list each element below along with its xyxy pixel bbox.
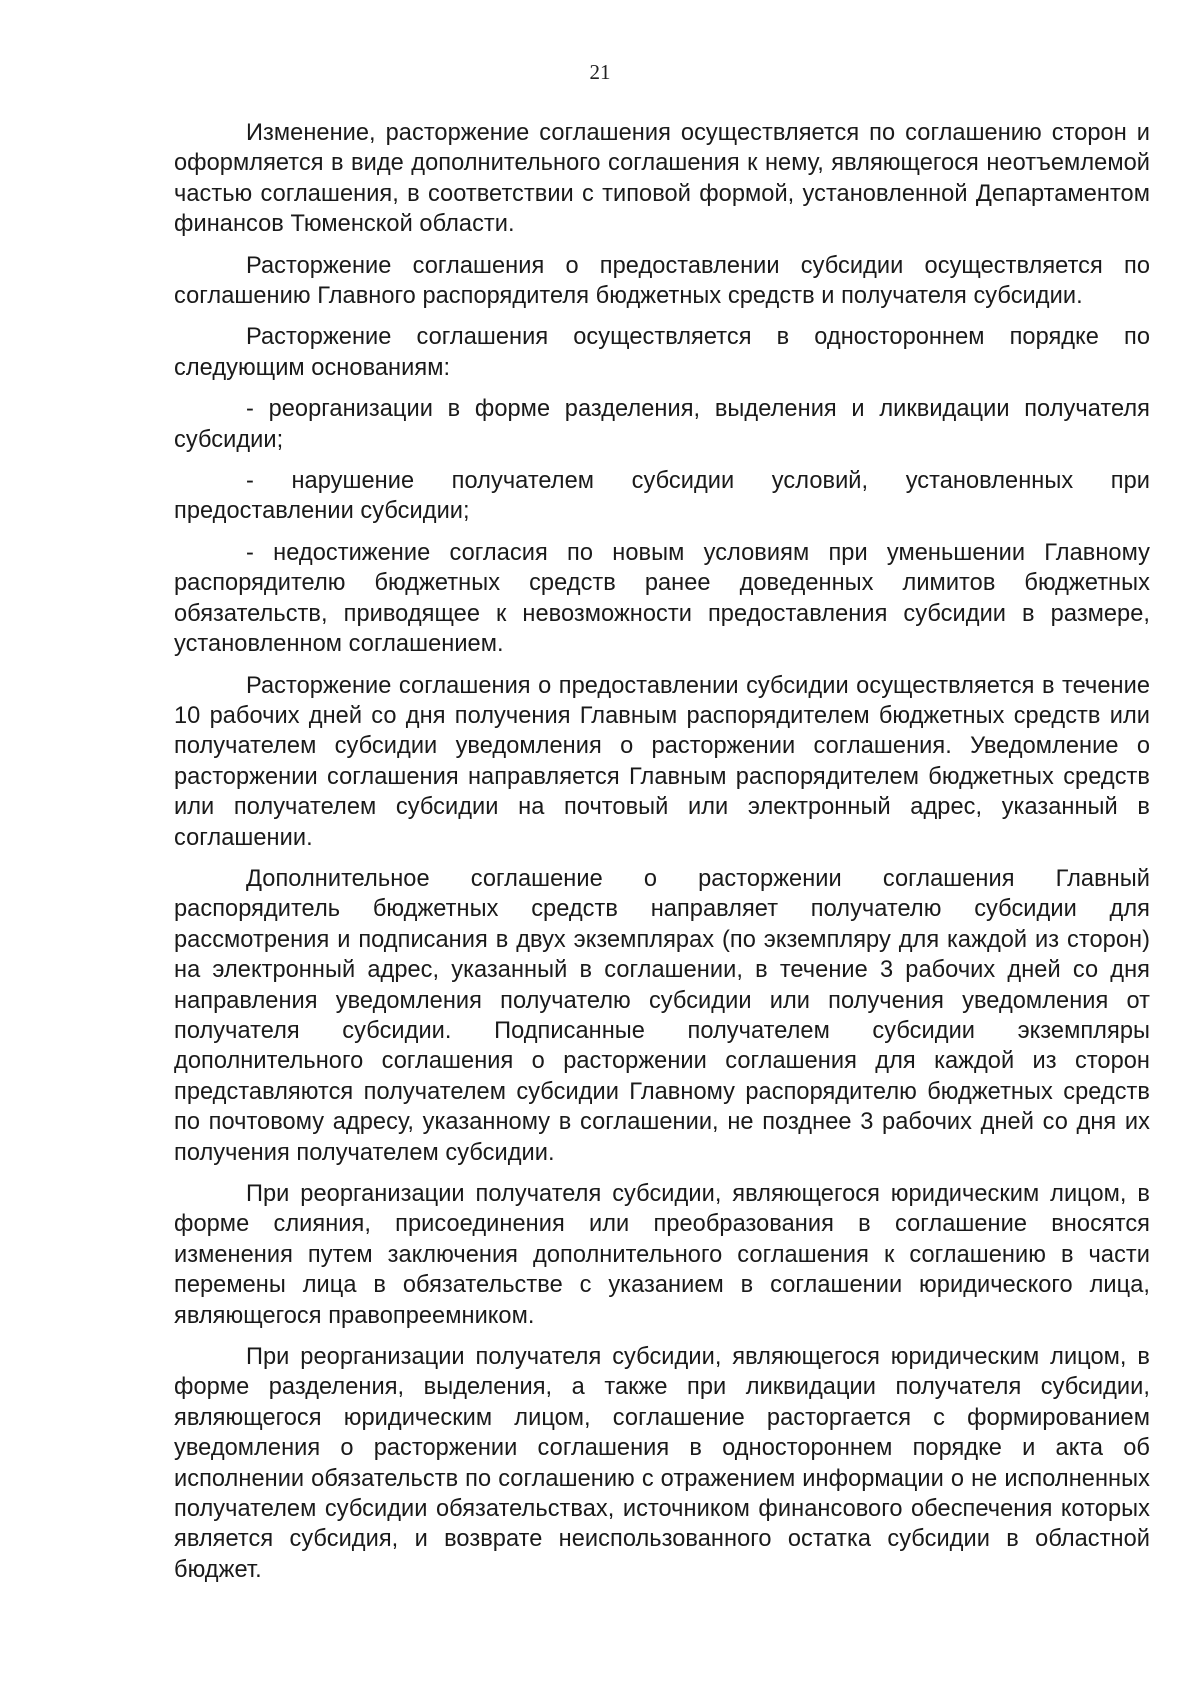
- paragraph-additional-agreement: Дополнительное соглашение о расторжении соглашения Главный распорядитель бюджетных средств направляет получателю субсидии для рассмотрения и подписания в двух экземплярах (по экземпляру для каждой из сторон) на электронный адрес, указанный в соглашении, в течение 3 рабочих дней со дня направления уведомления получателю субсидии или получения уведомления от получателя субсидии. Подписанные получателем субсидии экземпляры дополнительного соглашения о расторжении соглашения для каждой из сторон представляются получателем субсидии Главному распорядителю бюджетных средств по почтовому адресу, указанному в соглашении, не позднее 3 рабочих дней со дня их получения получателем субсидии.: [174, 865, 1150, 1166]
- list-item-violation: - нарушение получателем субсидии условий, установленных при предоставлении субсидии;: [174, 468, 1150, 525]
- list-item-reorganization: - реорганизации в форме разделения, выделения и ликвидации получателя субсидии;: [174, 396, 1150, 453]
- paragraph-termination-period: Расторжение соглашения о предоставлении субсидии осуществляется в течение 10 рабочих дней со дня получения Главным распорядителем бюджетных средств или получателем субсидии уведомления о расторжении соглашения. Уведомление о расторжении соглашения направляется Главным распорядителем бюджетных средств или получателем субсидии на почтовый или электронный адрес, указанный в соглашении.: [174, 672, 1150, 851]
- list-item-no-agreement: - недостижение согласия по новым условиям при уменьшении Главному распорядителю бюджетных средств ранее доведенных лимитов бюджетных обязательств, приводящее к невозможности предоставления субсидии в размере, установленном соглашением.: [174, 539, 1150, 658]
- paragraph-termination-by-agreement: Расторжение соглашения о предоставлении субсидии осуществляется по соглашению Главного распорядителя бюджетных средств и получателя субсидии.: [174, 252, 1150, 310]
- paragraph-unilateral-termination: Расторжение соглашения осуществляется в одностороннем порядке по следующим основаниям:: [174, 324, 1150, 381]
- paragraph-reorganization-merger: При реорганизации получателя субсидии, являющегося юридическим лицом, в форме слияния, присоединения или преобразования в соглашение вносятся изменения путем заключения дополнительного соглашения к соглашению в части перемены лица в обязательстве с указанием в соглашении юридического лица, являющегося правопреемником.: [174, 1181, 1150, 1329]
- document-body: [174, 118, 1150, 1596]
- paragraph-amendment-termination: Изменение, расторжение соглашения осуществляется по соглашению сторон и оформляется в виде дополнительного соглашения к нему, являющегося неотъемлемой частью соглашения, в соответствии с типовой формой, установленной Департаментом финансов Тюменской области.: [174, 120, 1150, 238]
- paragraph-reorganization-division: При реорганизации получателя субсидии, являющегося юридическим лицом, в форме разделения, выделения, а также при ликвидации получателя субсидии, являющегося юридическим лицом, соглашение расторгается с формированием уведомления о расторжении соглашения в одностороннем порядке и акта об исполнении обязательств по соглашению с отражением информации о не исполненных получателем субсидии обязательствах, источником финансового обеспечения которых является субсидия, и возврате неиспользованного остатка субсидии в областной бюджет.: [174, 1344, 1150, 1583]
- page-number: 21: [589, 60, 611, 84]
